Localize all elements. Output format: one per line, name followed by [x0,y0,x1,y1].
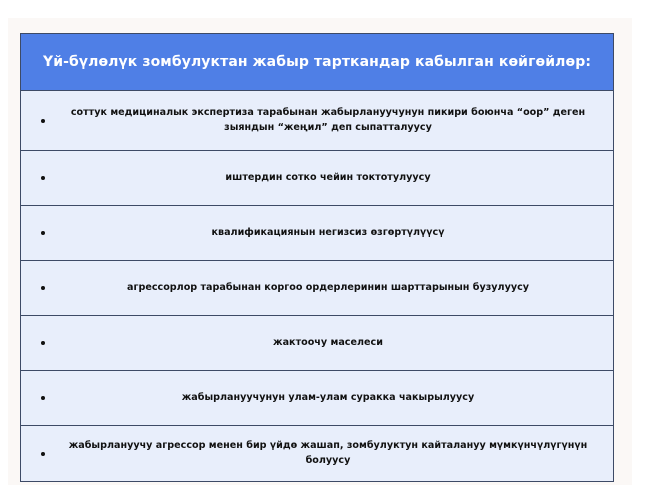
bullet-icon [41,119,45,123]
table-row [21,371,614,426]
bullet-icon [41,286,45,290]
table-cell [21,151,614,206]
table-cell [21,316,614,371]
bullet-icon [41,176,45,180]
list-item-text: агрессорлор тарабынан коргоо ордерлеринин шарттарынын бузулуусу [126,281,530,293]
list-item-text: жактоочу маселеси [273,336,383,348]
table-cell [21,371,614,426]
table-row [21,316,614,371]
table-row [21,261,614,316]
table-header: Үй-бүлөлүк зомбулуктан жабыр тарткандар кабылган көйгөйлөр: [21,34,614,91]
table-row [21,151,614,206]
table-row [21,206,614,261]
table-cell [21,261,614,316]
table-cell [21,206,614,261]
bullet-icon [41,452,45,456]
list-item-text: жабырлануучунун улам-улам суракка чакырылуусу [181,391,475,403]
table-cell [21,426,614,482]
list-item-text: иштердин сотко чейин токтотулуусу [225,171,431,183]
table-row [21,426,614,482]
list-item-text: соттук медициналык экспертиза тарабынан жабырлануучунун пикири боюнча “оор” деген зыяндын “жеңил” деп сыпатталуусу [70,107,586,133]
problems-table [20,33,614,482]
bullet-icon [41,341,45,345]
table-cell [21,91,614,151]
bullet-icon [41,231,45,235]
list-item-text: квалификациянын негизсиз өзгөртүлүүсү [211,226,445,238]
bullet-icon [41,396,45,400]
table-row [21,91,614,151]
list-item-text: жабырлануучу агрессор менен бир үйдө жашап, зомбулуктун кайталануу мүмкүнчүлүгүнүн болуусу [68,440,588,466]
table-header-row [21,34,614,91]
